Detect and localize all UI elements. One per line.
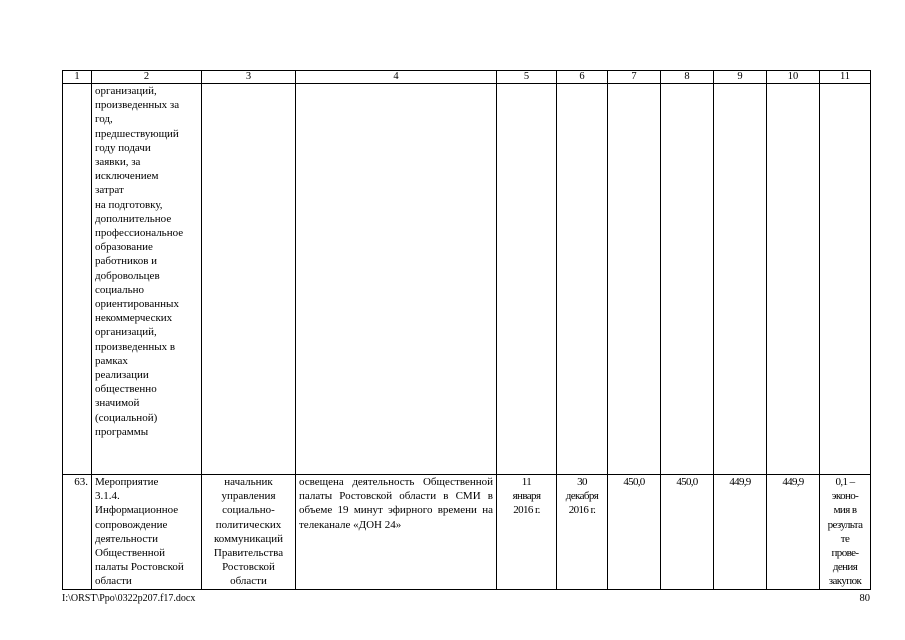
- table-row-continued: [63, 84, 871, 475]
- empty-cell: [608, 84, 661, 475]
- header-cell: 10: [767, 71, 820, 84]
- header-cell: 1: [63, 71, 92, 84]
- amount-cell: 449,9: [767, 475, 820, 590]
- header-cell: 2: [92, 71, 202, 84]
- empty-cell: [714, 84, 767, 475]
- amount-cell: 449,9: [714, 475, 767, 590]
- responsible-cell: начальник управления социально- политических коммуникаций Правительства Ростовской области: [202, 475, 296, 590]
- file-path-footer: I:\ORST\Ppo\0322p207.f17.docx: [62, 593, 196, 604]
- amount-cell: 450,0: [608, 475, 661, 590]
- savings-note-cell: 0,1 – эконо- мия в результа те прове- дения закупок: [820, 475, 871, 590]
- header-cell: 6: [557, 71, 608, 84]
- row-number-cell: 63.: [63, 475, 92, 590]
- plan-table: [62, 70, 871, 590]
- empty-cell: [661, 84, 714, 475]
- header-cell: 5: [497, 71, 557, 84]
- start-date-cell: 11 января 2016 г.: [497, 475, 557, 590]
- header-cell: 11: [820, 71, 871, 84]
- empty-cell: [557, 84, 608, 475]
- header-cell: 3: [202, 71, 296, 84]
- empty-cell: [767, 84, 820, 475]
- empty-cell: [296, 84, 497, 475]
- result-cell: освещена деятельность Общественной палаты Ростовской области в СМИ в объеме 19 минут эфирного времени на телеканале «ДОН 24»: [296, 475, 497, 590]
- amount-cell: 450,0: [661, 475, 714, 590]
- row-number-cell: [63, 84, 92, 475]
- event-description-cell: организаций, произведенных за год, предшествующий году подачи заявки, за исключением затрат на подготовку, дополнительное профессиональное образование работников и добровольцев социально ориентированных некоммерческих организаций, произведенных в рамках реализации общественно значимой (социальной) программы: [92, 84, 202, 475]
- table-header-row: [63, 71, 871, 84]
- table-row-63: [63, 475, 871, 590]
- event-name-cell: Мероприятие 3.1.4. Информационное сопровождение деятельности Общественной палаты Ростовской области: [92, 475, 202, 590]
- header-cell: 8: [661, 71, 714, 84]
- header-cell: 9: [714, 71, 767, 84]
- header-cell: 4: [296, 71, 497, 84]
- page-number: 80: [859, 593, 870, 604]
- header-cell: 7: [608, 71, 661, 84]
- end-date-cell: 30 декабря 2016 г.: [557, 475, 608, 590]
- empty-cell: [202, 84, 296, 475]
- empty-cell: [497, 84, 557, 475]
- empty-cell: [820, 84, 871, 475]
